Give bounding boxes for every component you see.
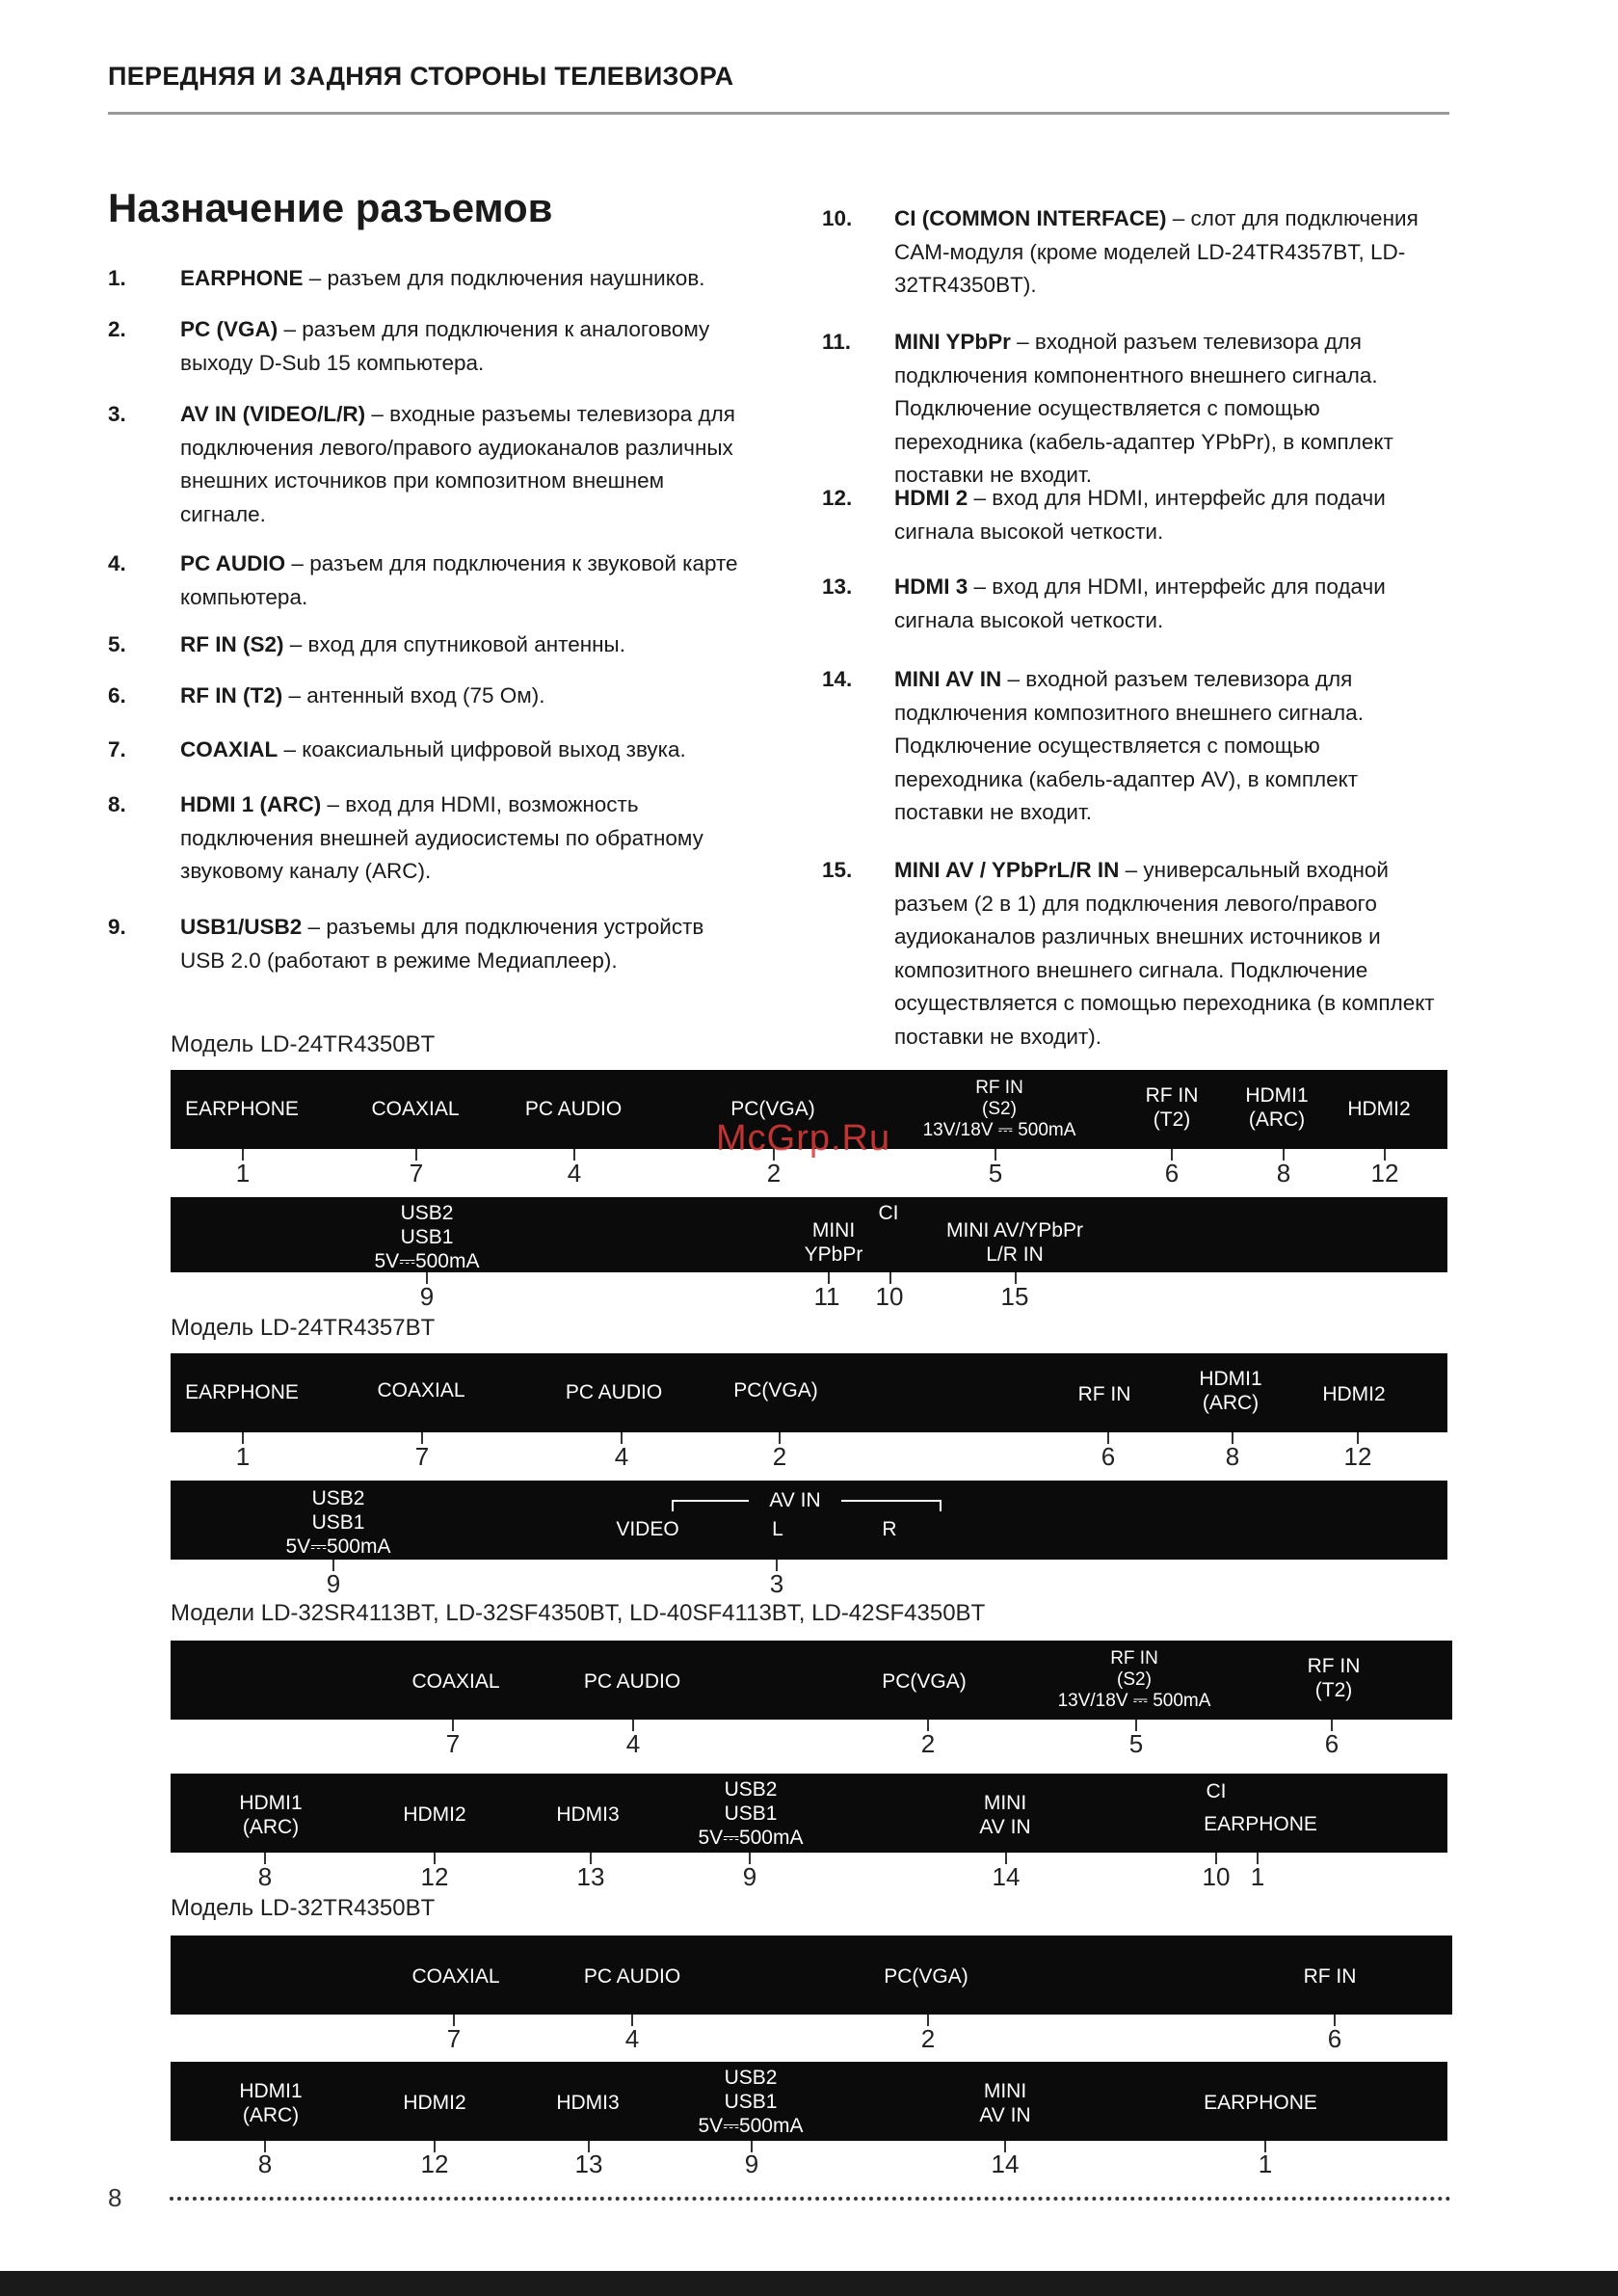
port-label: RF IN <box>1307 1655 1361 1677</box>
port-label: 5V⎓500mA <box>374 1250 480 1272</box>
item-term: HDMI 1 (ARC) <box>180 792 322 816</box>
page-number: 8 <box>108 2183 122 2212</box>
item-term: CI (COMMON INTERFACE) <box>894 206 1167 230</box>
item-number: 4. <box>108 551 126 575</box>
port-hdmi2: HDMI2 <box>403 1803 466 1826</box>
port-hdmi1-arc <box>239 2079 302 2127</box>
callout-number: 7 <box>409 1159 424 1188</box>
item-term: RF IN (T2) <box>180 683 283 707</box>
port-hdmi1-arc <box>1245 1083 1308 1132</box>
port-label: USB2 <box>724 2067 778 2089</box>
model-title: Модель LD-24TR4357BT <box>171 1315 436 1341</box>
item-term: COAXIAL <box>180 737 279 761</box>
callout-number: 8 <box>257 2149 273 2178</box>
port-rf-in-s2 <box>923 1078 1076 1141</box>
watermark: McGrp.Ru <box>716 1118 891 1159</box>
item-number: 6. <box>108 683 126 707</box>
item-number: 3. <box>108 402 126 426</box>
port-label: HDMI1 <box>239 2080 303 2102</box>
port-pc-vga: PC(VGA) <box>884 1965 968 1988</box>
port-coaxial: COAXIAL <box>377 1379 465 1402</box>
model-title: Модель LD-24TR4350BT <box>171 1031 436 1057</box>
port-label: USB2 <box>724 1778 778 1801</box>
header-divider <box>108 112 1449 115</box>
callout-number: 1 <box>1258 2149 1273 2178</box>
port-coaxial: COAXIAL <box>411 1670 500 1693</box>
callout-number: 14 <box>991 2149 1020 2178</box>
callout-number: 12 <box>420 1862 449 1891</box>
rear-panel-strip <box>171 1641 1452 1720</box>
port-earphone: EARPHONE <box>1204 1813 1317 1835</box>
port-label: USB1 <box>724 1802 778 1825</box>
item-number: 15. <box>822 858 853 882</box>
callout-number: 6 <box>1164 1159 1180 1188</box>
item-term: AV IN (VIDEO/L/R) <box>180 402 366 426</box>
callout-number: 10 <box>1202 1862 1231 1891</box>
port-hdmi1-arc <box>239 1791 302 1839</box>
port-label: (ARC) <box>242 2104 300 2126</box>
footer-dotted-rule <box>170 2197 1451 2201</box>
callout-number: 9 <box>326 1569 341 1598</box>
port-hdmi2: HDMI2 <box>1347 1098 1411 1120</box>
port-label: (T2) <box>1153 1108 1191 1131</box>
port-label: L/R IN <box>986 1243 1044 1266</box>
callout-number: 13 <box>574 2149 603 2178</box>
page-bottom-band <box>0 2271 1618 2296</box>
port-label: YPbPr <box>804 1243 863 1266</box>
port-label: MINI <box>983 2080 1027 2102</box>
callout-number: 12 <box>1343 1442 1372 1471</box>
callout-number: 4 <box>625 1729 641 1758</box>
callout-number: 12 <box>420 2149 449 2178</box>
rear-panel-strip <box>171 1353 1447 1432</box>
callout-number: 5 <box>1128 1729 1144 1758</box>
item-number: 11. <box>822 330 852 354</box>
callout-number: 4 <box>567 1159 582 1188</box>
port-label: AV IN <box>979 1816 1031 1838</box>
item-term: MINI YPbPr <box>894 330 1011 354</box>
port-label: MINI <box>811 1219 856 1241</box>
port-audio-r: R <box>882 1518 897 1540</box>
port-label: RF IN <box>1110 1648 1158 1669</box>
callout-number: 11 <box>813 1282 840 1311</box>
port-pc-audio: PC AUDIO <box>583 1965 681 1988</box>
item-text: – вход для HDMI, интерфейс для подачи сигнала высокой четкости. <box>894 486 1386 544</box>
port-label: HDMI1 <box>1245 1084 1309 1107</box>
port-label: HDMI1 <box>239 1792 303 1814</box>
port-label: 13V/18V ⎓ 500mA <box>922 1120 1076 1140</box>
callout-number: 9 <box>742 1862 757 1891</box>
port-earphone: EARPHONE <box>185 1098 299 1120</box>
port-coaxial: COAXIAL <box>371 1098 460 1120</box>
item-term: HDMI 3 <box>894 574 968 599</box>
port-usb <box>699 1777 804 1850</box>
item-text: – входной разъем телевизора для подключения компонентного внешнего сигнала. Подключение осуществляется с помощью переходника (кабель-адаптер YPbPr), в комплект поставки не входит. <box>894 330 1393 487</box>
port-video: VIDEO <box>616 1518 679 1540</box>
port-label: 5V⎓500mA <box>698 1827 804 1849</box>
port-pc-vga: PC(VGA) <box>733 1379 818 1402</box>
item-term: USB1/USB2 <box>180 915 303 939</box>
item-term: RF IN (S2) <box>180 632 284 656</box>
av-in-label: AV IN <box>769 1489 821 1511</box>
port-mini-av-ypbpr <box>946 1218 1083 1267</box>
port-rf-in: RF IN <box>1303 1965 1357 1988</box>
port-label: 5V⎓500mA <box>698 2115 804 2137</box>
port-pc-vga: PC(VGA) <box>882 1670 967 1693</box>
port-mini-ypbpr <box>805 1218 863 1267</box>
rear-panel-strip <box>171 1197 1447 1272</box>
port-label: AV IN <box>979 2104 1031 2126</box>
port-earphone: EARPHONE <box>1204 2092 1317 2114</box>
item-text: – разъемы для подключения устройств USB 2.0 (работают в режиме Медиаплеер). <box>180 915 704 973</box>
port-label: 5V⎓500mA <box>285 1535 391 1558</box>
port-rf-in-s2 <box>1058 1648 1211 1712</box>
item-number: 14. <box>822 667 853 691</box>
callout-number: 8 <box>1276 1159 1291 1188</box>
item-text: – вход для спутниковой антенны. <box>283 632 625 656</box>
port-label: HDMI1 <box>1199 1368 1262 1390</box>
callout-number: 2 <box>766 1159 782 1188</box>
port-pc-vga: PC(VGA) <box>730 1098 815 1120</box>
callout-number: 9 <box>419 1282 435 1311</box>
item-number: 12. <box>822 486 853 510</box>
item-term: PC (VGA) <box>180 317 279 341</box>
port-hdmi1-arc <box>1199 1367 1261 1415</box>
item-text: – универсальный входной разъем (2 в 1) для подключения левого/правого аудиоканалов различных внешних источников и композитного внешнего сигнала. Подключение осуществляется с помощью переходника (в комплект поставки не входит). <box>894 858 1435 1049</box>
item-number: 10. <box>822 206 853 230</box>
port-label: (S2) <box>982 1099 1017 1119</box>
port-label: USB2 <box>311 1487 365 1509</box>
callout-number: 2 <box>920 2024 936 2053</box>
callout-number: 15 <box>1000 1282 1029 1311</box>
item-text: – разъем для подключения наушников. <box>303 266 705 290</box>
callout-number: 7 <box>446 2024 462 2053</box>
port-label: MINI <box>983 1792 1027 1814</box>
port-label: USB1 <box>311 1511 365 1534</box>
port-audio-l: L <box>772 1518 783 1540</box>
port-pc-audio: PC AUDIO <box>524 1098 623 1120</box>
port-ci: CI <box>1206 1780 1227 1802</box>
callout-number: 6 <box>1101 1442 1116 1471</box>
callout-number: 8 <box>1225 1442 1240 1471</box>
port-mini-av-in <box>979 2079 1030 2127</box>
port-usb <box>286 1486 391 1559</box>
port-label: RF IN <box>1145 1084 1199 1107</box>
port-hdmi2: HDMI2 <box>403 2092 466 2114</box>
port-label: (ARC) <box>242 1816 300 1838</box>
callout-number: 7 <box>445 1729 461 1758</box>
callout-number: 5 <box>988 1159 1003 1188</box>
item-number: 1. <box>108 266 126 290</box>
port-rf-in: RF IN <box>1077 1383 1131 1405</box>
port-ci: CI <box>878 1202 899 1224</box>
port-pc-audio: PC AUDIO <box>565 1381 663 1403</box>
port-earphone: EARPHONE <box>185 1381 299 1403</box>
port-usb <box>699 2066 804 2138</box>
port-label: (T2) <box>1314 1679 1353 1701</box>
rear-panel-strip <box>171 1936 1452 2015</box>
port-hdmi2: HDMI2 <box>1322 1383 1386 1405</box>
item-text: – вход для HDMI, возможность подключения внешней аудиосистемы по обратному звуковому каналу (ARC). <box>180 792 703 883</box>
port-label: RF IN <box>975 1078 1023 1098</box>
item-text: – коаксиальный цифровой выход звука. <box>278 737 686 761</box>
item-number: 9. <box>108 915 126 939</box>
callout-number: 3 <box>769 1569 784 1598</box>
port-label: MINI AV/YPbPr <box>946 1219 1083 1241</box>
item-term: PC AUDIO <box>180 551 286 575</box>
callout-number: 14 <box>992 1862 1021 1891</box>
item-text: – вход для HDMI, интерфейс для подачи сигнала высокой четкости. <box>894 574 1386 632</box>
rear-panel-strip <box>171 1774 1447 1853</box>
callout-number: 1 <box>1250 1862 1265 1891</box>
item-text: – разъем для подключения к аналоговому выходу D-Sub 15 компьютера. <box>180 317 710 375</box>
port-hdmi3: HDMI3 <box>556 2092 620 2114</box>
callout-number: 12 <box>1370 1159 1399 1188</box>
callout-number: 9 <box>744 2149 759 2178</box>
item-number: 7. <box>108 737 126 761</box>
port-label: (ARC) <box>1248 1108 1306 1131</box>
port-label: (S2) <box>1117 1669 1152 1690</box>
callout-number: 1 <box>235 1442 251 1471</box>
item-text: – разъем для подключения к звуковой карте компьютера. <box>180 551 738 609</box>
port-hdmi3: HDMI3 <box>556 1803 620 1826</box>
callout-number: 8 <box>257 1862 273 1891</box>
item-number: 5. <box>108 632 126 656</box>
callout-number: 2 <box>920 1729 936 1758</box>
port-coaxial: COAXIAL <box>411 1965 500 1988</box>
item-text: – слот для подключения CAM-модуля (кроме моделей LD-24TR4357BT, LD-32TR4350BT). <box>894 206 1419 297</box>
port-label: (ARC) <box>1202 1392 1260 1414</box>
callout-number: 4 <box>614 1442 629 1471</box>
port-label: USB1 <box>724 2091 778 2113</box>
callout-number: 7 <box>414 1442 430 1471</box>
item-term: MINI AV IN <box>894 667 1002 691</box>
port-pc-audio: PC AUDIO <box>583 1670 681 1693</box>
callout-number: 10 <box>875 1282 904 1311</box>
item-term: HDMI 2 <box>894 486 968 510</box>
rear-panel-strip <box>171 2062 1447 2141</box>
callout-number: 1 <box>235 1159 251 1188</box>
port-usb <box>375 1201 480 1273</box>
item-text: – антенный вход (75 Ом). <box>282 683 545 707</box>
model-title: Модели LD-32SR4113BT, LD-32SF4350BT, LD-40SF4113BT, LD-42SF4350BT <box>171 1600 986 1626</box>
callout-number: 4 <box>624 2024 640 2053</box>
port-rf-in-t2 <box>1146 1083 1199 1132</box>
item-text: – входной разъем телевизора для подключения композитного внешнего сигнала. Подключение осуществляется с помощью переходника (кабель-адаптер AV), в комплект поставки не входит. <box>894 667 1364 824</box>
item-term: EARPHONE <box>180 266 304 290</box>
callout-number: 13 <box>576 1862 605 1891</box>
item-number: 2. <box>108 317 126 341</box>
port-label: USB2 <box>400 1202 454 1224</box>
port-label: 13V/18V ⎓ 500mA <box>1057 1691 1211 1711</box>
section-title: Назначение разъемов <box>108 185 553 230</box>
callout-number: 2 <box>772 1442 787 1471</box>
model-title: Модель LD-32TR4350BT <box>171 1895 436 1921</box>
port-rf-in-t2 <box>1308 1654 1361 1702</box>
port-mini-av-in <box>979 1791 1030 1839</box>
callout-number: 6 <box>1327 2024 1342 2053</box>
callout-number: 6 <box>1324 1729 1339 1758</box>
item-text: – входные разъемы телевизора для подключения левого/правого аудиоканалов различных внешних источников при композитном внешнем сигнале. <box>180 402 735 526</box>
item-number: 13. <box>822 574 853 599</box>
item-number: 8. <box>108 792 126 816</box>
rear-panel-strip <box>171 1481 1447 1560</box>
port-label: USB1 <box>400 1226 454 1248</box>
item-term: MINI AV / YPbPrL/R IN <box>894 858 1120 882</box>
page-header-title: ПЕРЕДНЯЯ И ЗАДНЯЯ СТОРОНЫ ТЕЛЕВИЗОРА <box>108 62 734 91</box>
